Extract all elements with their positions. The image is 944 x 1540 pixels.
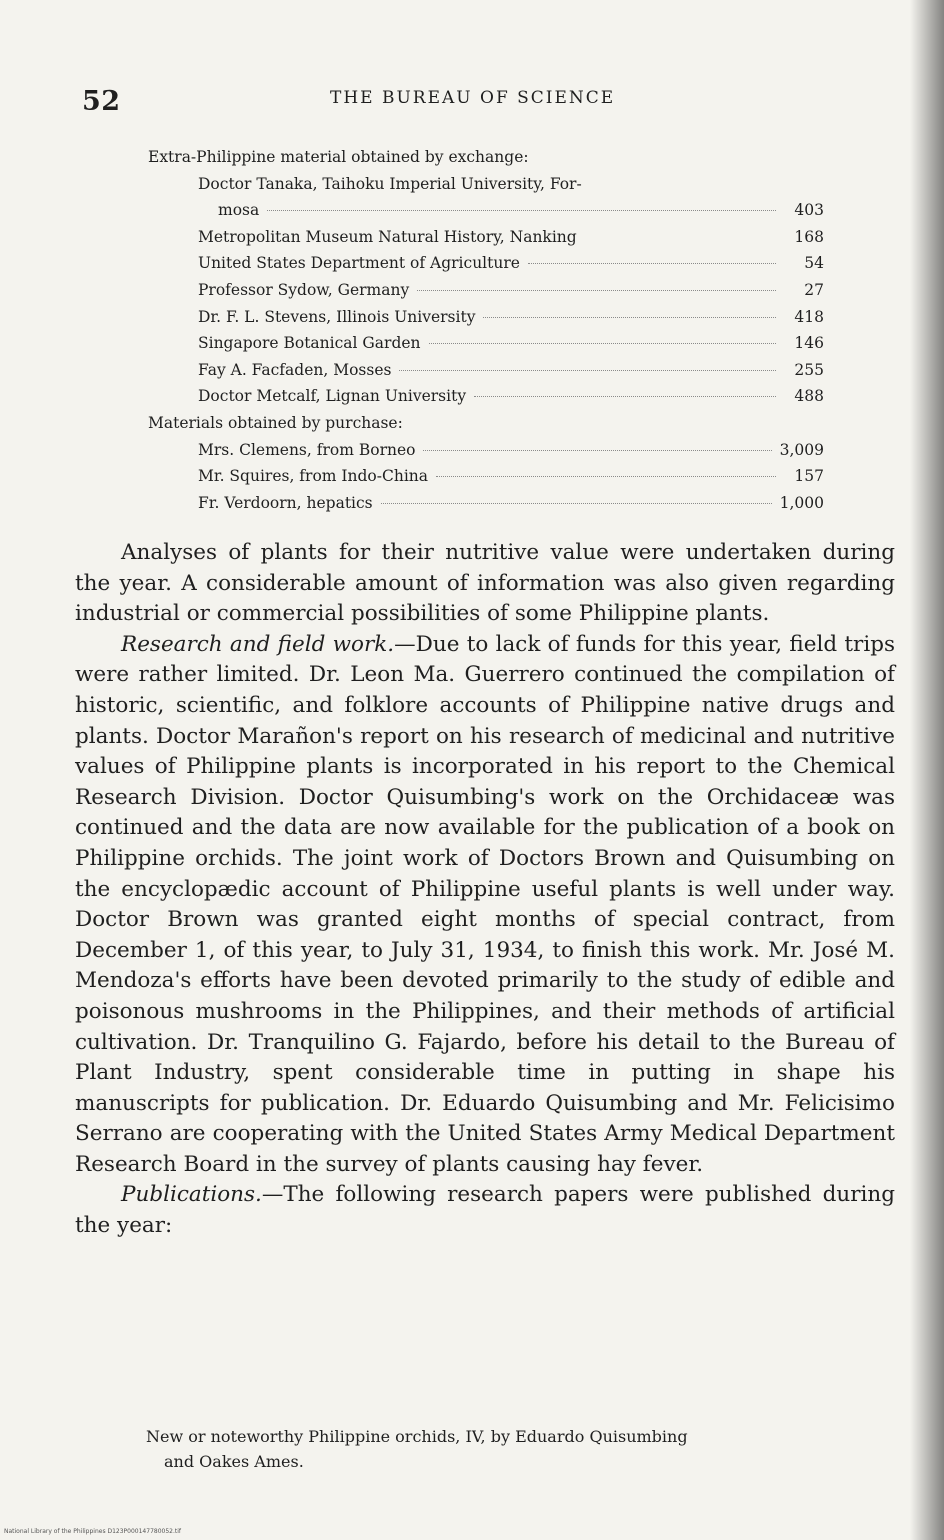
exchange-entry-name: Singapore Botanical Garden <box>198 334 421 353</box>
exchange-entry <box>148 383 824 410</box>
exchange-entry-name: Professor Sydow, Germany <box>198 280 410 299</box>
exchange-entry-name-line1: Doctor Tanaka, Taihoku Imperial University, For- <box>198 174 582 193</box>
scan-footer: National Library of the Philippines D123P000147780052.tif <box>4 1528 182 1535</box>
exchange-entry <box>148 224 824 251</box>
exchange-entry-count: 54 <box>804 254 824 273</box>
page-number: 52 <box>82 86 121 117</box>
exchange-entry-count: 27 <box>804 280 824 299</box>
publication-line1: New or noteworthy Philippine orchids, IV, by Eduardo Quisumbing <box>146 1427 688 1446</box>
exchange-entry <box>148 330 824 357</box>
exchange-entry-name: Metropolitan Museum Natural History, Nanking <box>198 227 577 246</box>
dot-leader <box>528 263 776 264</box>
exchange-entry-name: United States Department of Agriculture <box>198 254 520 273</box>
purchase-entry-name: Mrs. Clemens, from Borneo <box>198 440 416 459</box>
exchange-entry-count: 168 <box>794 227 824 246</box>
dot-leader <box>436 476 776 477</box>
paragraph-research <box>75 630 895 1181</box>
dot-leader <box>267 210 776 211</box>
acquisitions-list <box>148 144 824 516</box>
exchange-entry <box>148 304 824 331</box>
body-text <box>75 538 895 1242</box>
paragraph-research-body: —Due to lack of funds for this year, field trips were rather limited. Dr. Leon Ma. Guerrero continued the compilation of historic, scientific, and folklore accounts of Philippine native drugs and plants. Doctor Marañon's report on his research of medicinal and nutritive values of Philippine plants is incorporated in his report to the Chemical Research Division. Doctor Quisumbing's work on the Orchidaceæ was continued and the data are now available for the publication of a book on Philippine orchids. The joint work of Doctors Brown and Quisumbing on the encyclopædic account of Philippine useful plants is well under way. Doctor Brown was granted eight months of special contract, from December 1, of this year, to July 31, 1934, to finish this work. Mr. José M. Mendoza's efforts have been devoted primarily to the study of edible and poisonous mushrooms in the Philippines, and their methods of artificial cultivation. Dr. Tranquilino G. Fajardo, before his detail to the Bureau of Plant Industry, spent considerable time in putting in shape his manuscripts for publication. Dr. Eduardo Quisumbing and Mr. Felicisimo Serrano are cooperating with the United States Army Medical Department Research Board in the survey of plants causing hay fever. <box>75 631 895 1177</box>
exchange-entry-first <box>148 171 824 224</box>
exchange-entry-count: 403 <box>794 201 824 220</box>
exchange-entry-count: 418 <box>794 307 824 326</box>
purchase-entry <box>148 490 824 517</box>
exchange-entry <box>148 277 824 304</box>
dot-leader <box>417 290 776 291</box>
purchase-heading: Materials obtained by purchase: <box>148 413 403 432</box>
purchase-entry-name: Mr. Squires, from Indo-China <box>198 467 429 486</box>
dot-leader <box>474 396 776 397</box>
exchange-entry-count: 146 <box>794 334 824 353</box>
paragraph-analyses: Analyses of plants for their nutritive value were undertaken during the year. A considerable amount of information was also given regarding industrial or commercial possibilities of some Philippine plants. <box>75 540 895 627</box>
section-title-publications: Publications. <box>121 1182 262 1208</box>
purchase-entry-count: 1,000 <box>779 493 824 512</box>
exchange-heading: Extra-Philippine material obtained by exchange: <box>148 148 529 166</box>
paragraph-publications <box>75 1180 895 1241</box>
exchange-entry-continuation <box>198 197 824 224</box>
dot-leader <box>423 450 771 451</box>
purchase-entry-name: Fr. Verdoorn, hepatics <box>198 493 373 512</box>
exchange-entry-count: 255 <box>794 360 824 379</box>
dot-leader <box>399 370 776 371</box>
dot-leader <box>381 503 772 504</box>
exchange-entry-name-line2: mosa <box>218 201 260 220</box>
paragraph-publications-body: —The following research papers were published during the year: <box>75 1182 895 1239</box>
exchange-entry-name: Dr. F. L. Stevens, Illinois University <box>198 307 476 326</box>
exchange-entry-name: Doctor Metcalf, Lignan University <box>198 387 467 406</box>
purchase-entry <box>148 463 824 490</box>
dot-leader <box>429 343 776 344</box>
dot-leader <box>483 317 776 318</box>
page-edge-shadow <box>910 0 944 1540</box>
exchange-entry <box>148 357 824 384</box>
purchase-entry-count: 157 <box>794 467 824 486</box>
publication-line2: and Oakes Ames. <box>164 1452 304 1471</box>
publication-entry <box>146 1424 898 1474</box>
exchange-entry-name: Fay A. Facfaden, Mosses <box>198 360 392 379</box>
purchase-entry <box>148 437 824 464</box>
section-title-research: Research and field work. <box>121 631 395 657</box>
exchange-entry-count: 488 <box>794 387 824 406</box>
running-title: THE BUREAU OF SCIENCE <box>330 88 616 108</box>
exchange-entry <box>148 250 824 277</box>
purchase-entry-count: 3,009 <box>779 440 824 459</box>
